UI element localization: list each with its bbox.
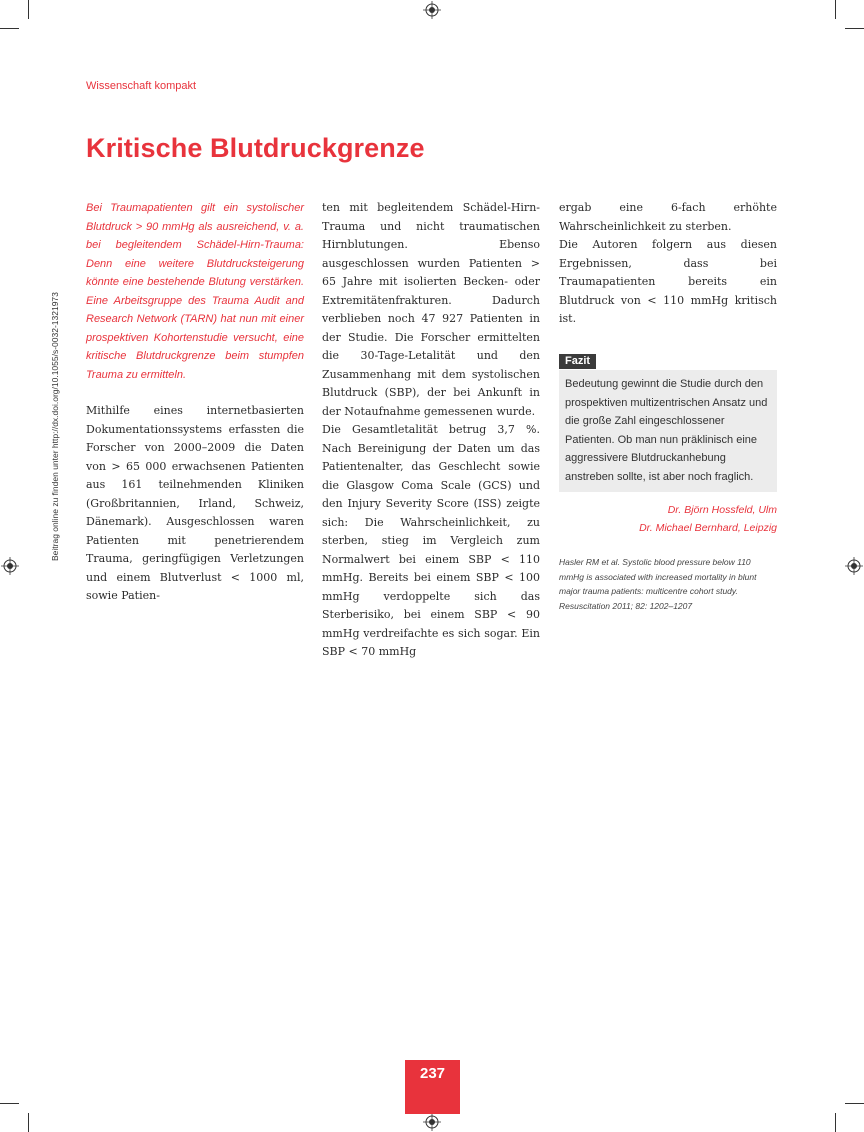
author-name: Dr. Björn Hossfeld, Ulm: [667, 504, 777, 516]
section-label: Wissenschaft kompakt: [86, 80, 197, 92]
registration-mark-icon: [845, 557, 863, 575]
fazit-box: [559, 352, 777, 493]
page-number: 237: [405, 1060, 460, 1114]
column-1: [86, 199, 304, 606]
body-paragraph: ergab eine 6-fach erhöhte Wahrscheinlichkeit zu sterben.: [559, 201, 777, 233]
doi-side-note: Beitrag online zu finden unter http://dx.doi.org/10.1055/s-0032-1321973: [50, 292, 60, 561]
crop-mark: [845, 1103, 864, 1104]
crop-mark: [845, 28, 864, 29]
fazit-label: Fazit: [559, 354, 596, 369]
body-paragraph: ten mit begleitendem Schädel-Hirn-Trauma und nicht traumatischen Hirnblutungen. Ebenso ausgeschlossen wurden Patienten > 65 Jahre mit isolierten Becken- oder Extremitätenfrakturen. Dadurch verblieben noch 47 927 Patienten in der Studie. Die Forscher ermittelten die 30-Tage-Letalität und den Zusammenhang mit dem systolischen Blutdruck (SBP), der bei Ankunft in der Notaufnahme gemessenen wurde.: [322, 201, 540, 418]
reference-citation: Hasler RM et al. Systolic blood pressure below 110 mmHg is associated with increased mortality in blunt major trauma patients: multicentre cohort study. Resuscitation 2011; 82: 1202–1207: [559, 557, 757, 611]
body-paragraph: Die Gesamtletalität betrug 3,7 %. Nach Bereinigung der Daten um das Patientenalter, das Geschlecht sowie die Glasgow Coma Scale (GCS) und den Injury Severity Score (ISS) zeigte sich: Die Wahrscheinlichkeit, zu sterben, stieg im Vergleich zum Normalwert bei einem SBP < 110 mmHg. Bereits bei einem SBP < 100 mmHg verdoppelte sich das Sterberisiko, bei einem SBP < 90 mmHg verdreifachte es sich sogar. Ein SBP < 70 mmHg: [322, 423, 540, 658]
body-paragraph: Die Autoren folgern aus diesen Ergebnissen, dass bei Traumapatienten bereits ein Blutdruck von < 110 mmHg kritisch ist.: [559, 238, 777, 325]
lead-paragraph: Bei Traumapatienten gilt ein systolischer Blutdruck > 90 mmHg als ausreichend, v. a. bei begleitendem Schädel-Hirn-Trauma: Denn eine weitere Blutdrucksteigerung könnte eine bestehende Blutung verstärken. Eine Arbeitsgruppe des Trauma Audit and Research Network (TARN) hat nun mit einer prospektiven Kohortenstudie versucht, eine kritische Blutdruckgrenze beim stumpfen Trauma zu ermitteln.: [86, 202, 304, 381]
article-title: Kritische Blutdruckgrenze: [86, 133, 425, 163]
crop-mark: [28, 1113, 29, 1132]
crop-mark: [835, 0, 836, 19]
crop-mark: [0, 28, 19, 29]
body-paragraph: Mithilfe eines internetbasierten Dokumentationssystems erfassten die Forscher von 2000–2009 die Daten von > 65 000 erwachsenen Patienten aus 161 teilnehmenden Kliniken (Großbritannien, Irland, Schweiz, Dänemark). Ausgeschlossen waren Patienten mit penetrierendem Trauma, geringfügigen Verletzungen und einem Blutverlust < 1000 ml, sowie Patien-: [86, 404, 304, 602]
registration-mark-icon: [423, 1113, 441, 1131]
column-2: [322, 199, 540, 662]
crop-mark: [0, 1103, 19, 1104]
crop-mark: [28, 0, 29, 19]
crop-mark: [835, 1113, 836, 1132]
registration-mark-icon: [423, 1, 441, 19]
column-3: [559, 199, 777, 613]
registration-mark-icon: [1, 557, 19, 575]
fazit-text: Bedeutung gewinnt die Studie durch den prospektiven multizentrischen Ansatz und die große Zahl eingeschlossener Patienten. Ob man nun präklinisch eine aggressivere Blutdruckanhebung anstreben sollte, ist aber noch fraglich.: [559, 370, 777, 492]
author-name: Dr. Michael Bernhard, Leipzig: [639, 521, 777, 534]
author-list: [559, 502, 777, 537]
